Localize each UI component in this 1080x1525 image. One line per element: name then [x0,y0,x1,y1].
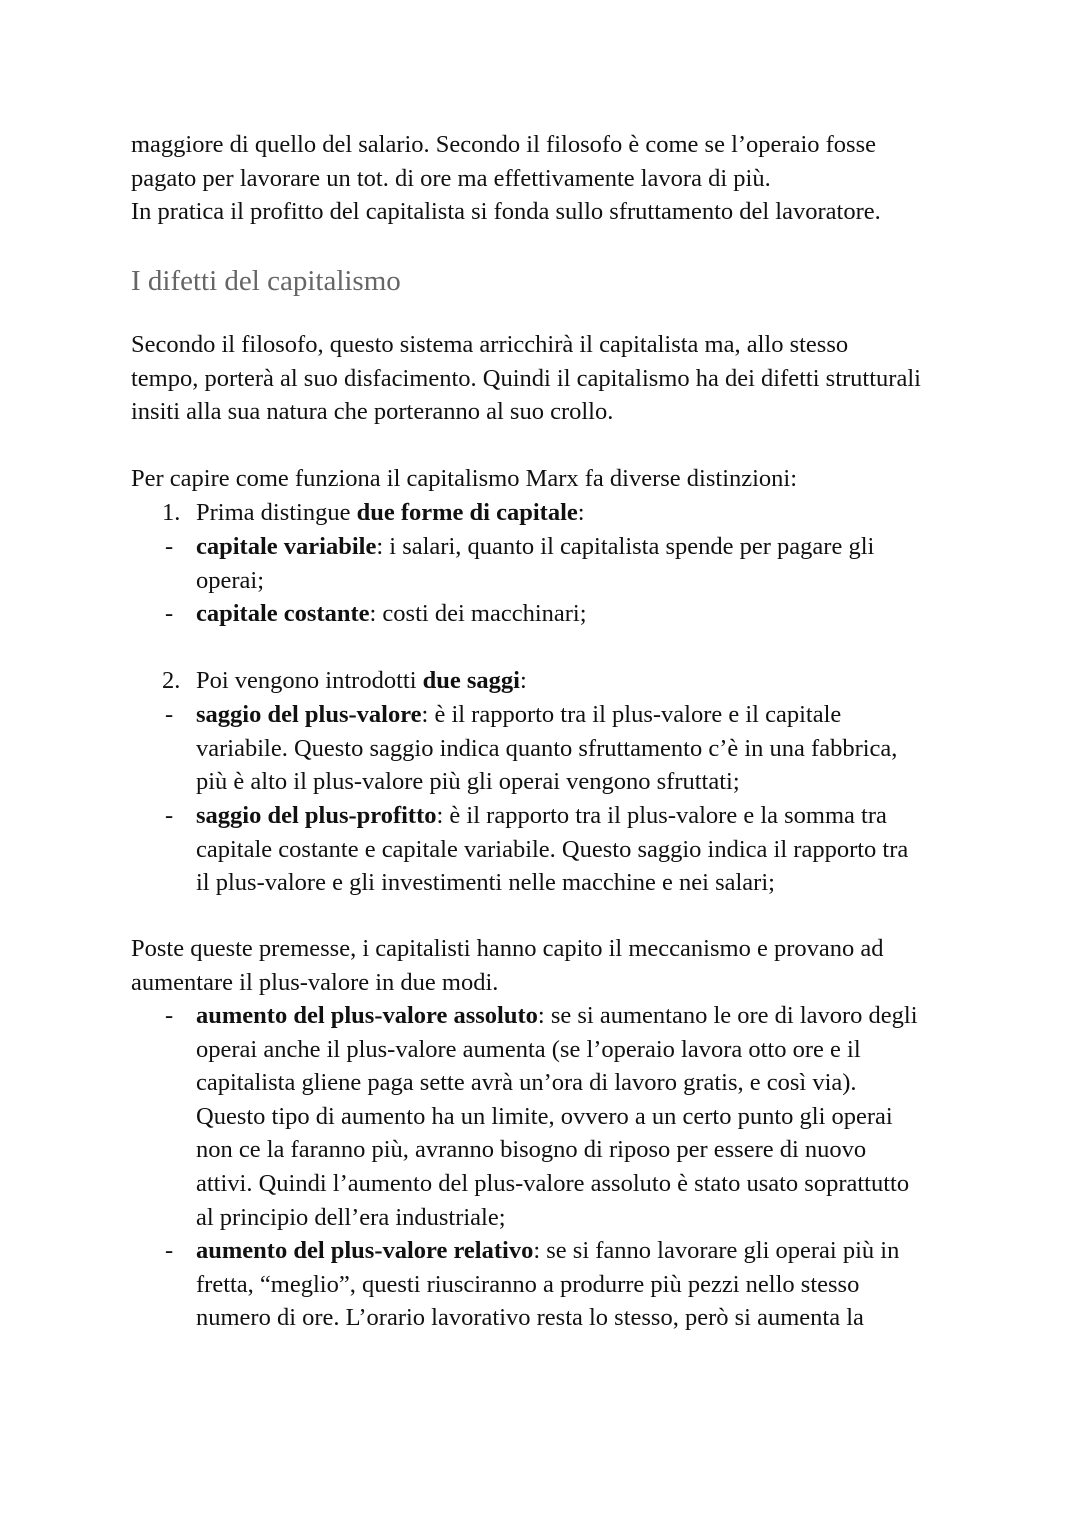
text-line: più è alto il plus-valore più gli operai vengono sfruttati; [196,768,740,796]
text-line: operai; [196,566,265,594]
text-line: numero di ore. L’orario lavorativo resta lo stesso, però si aumenta la [196,1304,864,1332]
text-line: maggiore di quello del salario. Secondo il filosofo è come se l’operaio fosse [131,131,877,158]
list-item-capitale [196,496,956,530]
bold-term: due saggi [422,667,520,694]
text-run: : [519,667,527,694]
bullet-plus-valore-assoluto [196,999,966,1234]
bold-term: due forme di capitale [356,499,578,526]
text-line: fretta, “meglio”, questi riusciranno a produrre più pezzi nello stesso [196,1270,860,1298]
paragraph-premesse [131,932,971,999]
bold-term: capitale variabile [196,533,377,560]
text-run: Poi vengono introdotti [196,667,423,694]
paragraph-distinzioni: Per capire come funziona il capitalismo Marx fa diverse distinzioni: [131,465,798,492]
bullet-dash: - [165,1237,174,1264]
bullet-saggio-plus-valore [196,698,966,799]
text-line: Questo tipo di aumento ha un limite, ovvero a un certo punto gli operai [196,1102,893,1130]
text-line: al principio dell’era industriale; [196,1203,506,1231]
text-run: : è il rapporto tra il plus-valore e il capitale [421,701,842,728]
text-line: In pratica il profitto del capitalista si fonda sullo sfruttamento del lavoratore. [131,198,881,226]
bullet-capitale-variabile [196,530,966,597]
bold-term: capitale costante [196,600,370,627]
text-run: : [577,499,585,526]
text-line: capitale costante e capitale variabile. Questo saggio indica il rapporto tra [196,835,909,863]
text-run: : è il rapporto tra il plus-valore e la somma tra [436,802,887,829]
bullet-plus-valore-relativo [196,1234,966,1335]
text-line: aumentare il plus-valore in due modi. [131,968,499,996]
intro-paragraph [131,128,971,229]
text-run: : se si fanno lavorare gli operai più in [533,1237,900,1264]
section-heading: I difetti del capitalismo [131,265,401,297]
bold-term: saggio del plus-profitto [196,802,437,829]
text-run: : costi dei macchinari; [369,600,587,627]
text-line: tempo, porterà al suo disfacimento. Quindi il capitalismo ha dei difetti strutturali [131,364,921,392]
bullet-dash: - [165,802,174,829]
text-run: : se si aumentano le ore di lavoro degli [537,1002,918,1029]
paragraph-difetti [131,328,971,429]
text-line: variabile. Questo saggio indica quanto sfruttamento c’è in una fabbrica, [196,734,898,762]
bullet-dash: - [165,600,174,627]
bullet-capitale-costante [196,597,966,631]
list-number: 1. [162,499,181,526]
text-run: : i salari, quanto il capitalista spende per pagare gli [376,533,875,560]
text-line: attivi. Quindi l’aumento del plus-valore assoluto è stato usato soprattutto [196,1169,910,1197]
list-item-saggi [196,664,956,698]
text-line: Secondo il filosofo, questo sistema arricchirà il capitalista ma, allo stesso [131,331,849,358]
text-line: Poste queste premesse, i capitalisti hanno capito il meccanismo e provano ad [131,935,884,962]
text-line: insiti alla sua natura che porteranno al suo crollo. [131,398,614,426]
text-line: pagato per lavorare un tot. di ore ma effettivamente lavora di più. [131,164,771,192]
bold-term: saggio del plus-valore [196,701,422,728]
list-number: 2. [162,667,181,694]
text-line: non ce la faranno più, avranno bisogno di riposo per essere di nuovo [196,1136,867,1164]
bullet-dash: - [165,533,174,560]
text-run: Prima distingue [196,499,357,526]
bold-term: aumento del plus-valore relativo [196,1237,534,1264]
text-line: il plus-valore e gli investimenti nelle macchine e nei salari; [196,869,775,897]
text-line: capitalista gliene paga sette avrà un’ora di lavoro gratis, e così via). [196,1069,857,1097]
bold-term: aumento del plus-valore assoluto [196,1002,538,1029]
bullet-dash: - [165,1002,174,1029]
bullet-dash: - [165,701,174,728]
text-line: operai anche il plus-valore aumenta (se l’operaio lavora otto ore e il [196,1035,861,1063]
bullet-saggio-plus-profitto [196,799,966,900]
